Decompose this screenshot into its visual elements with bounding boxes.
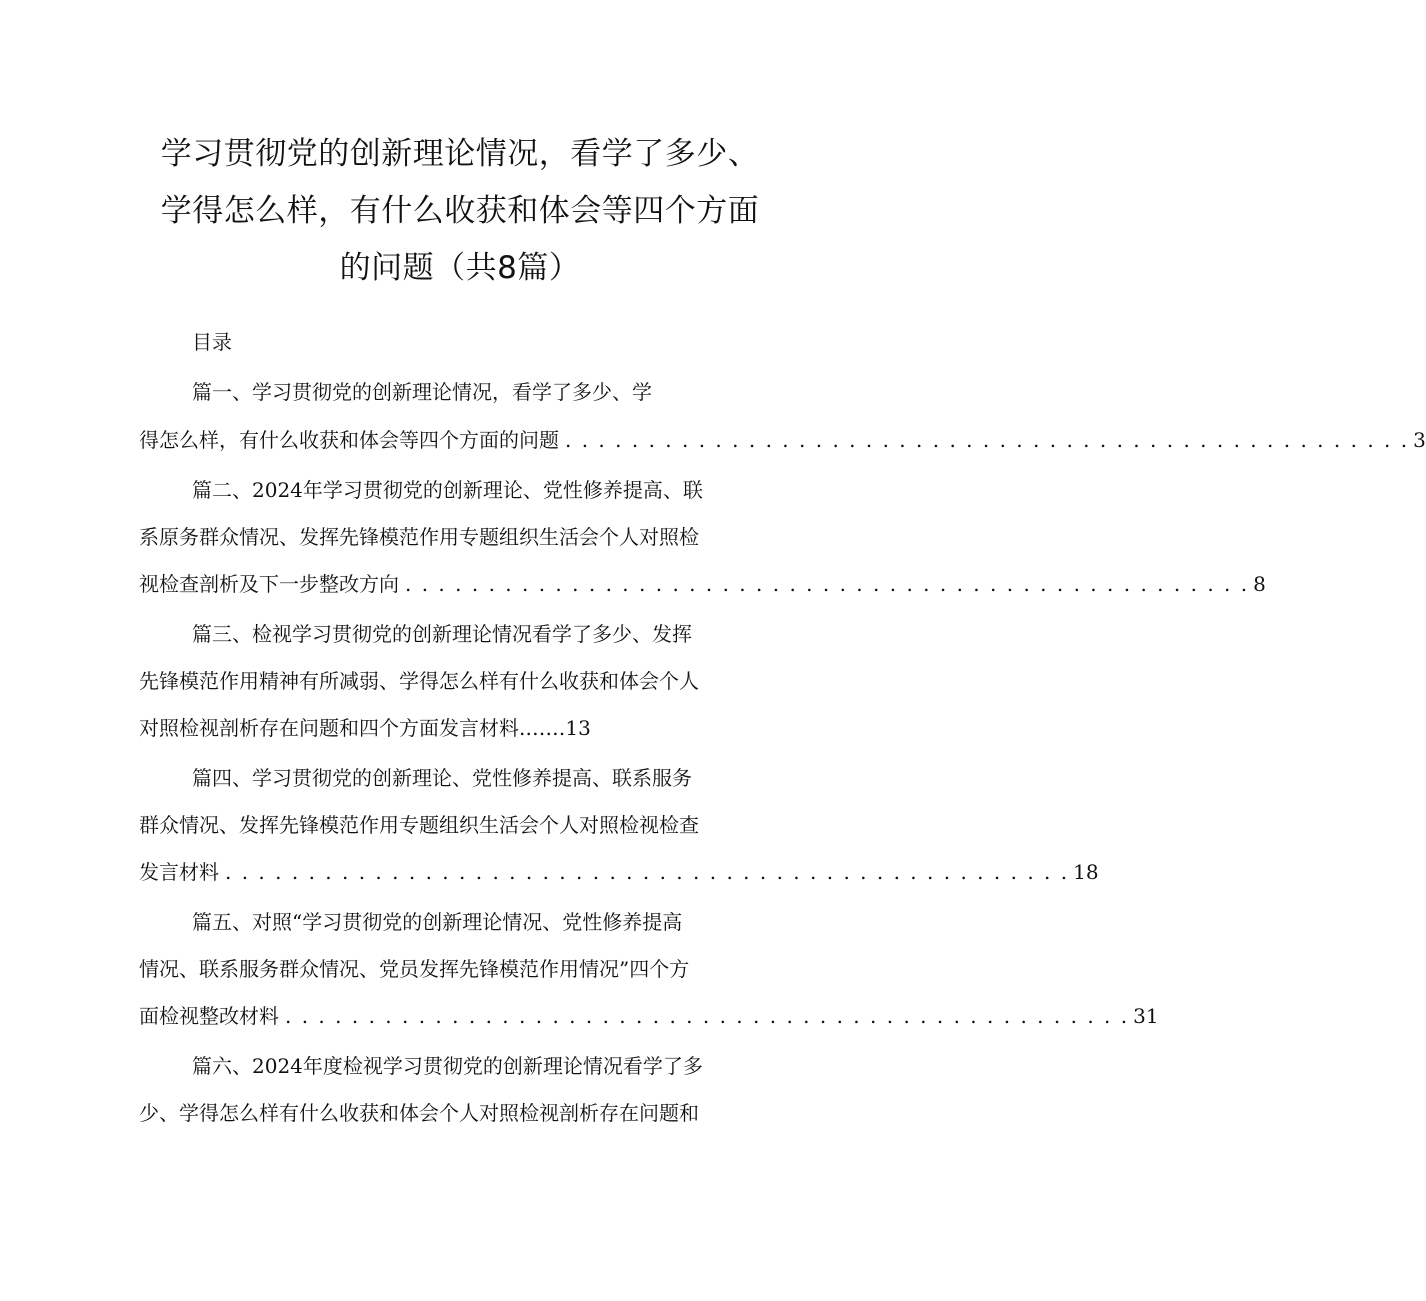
toc-entry-5-line-1: 篇五、对照“学习贯彻党的创新理论情况、党性修养提高 [192,910,683,934]
toc-entry-4-line-1: 篇四、学习贯彻党的创新理论、党性修养提高、联系服务 [192,766,692,790]
toc-entry-1-page: 3 [1413,428,1426,452]
toc-entry-1-line-2-text: 得怎么样，有什么收获和体会等四个方面的问题 [139,428,559,452]
toc-heading: 目录 [192,330,232,354]
toc-entry-5-line-3-text: 面检视整改材料 [139,1004,279,1028]
toc-entry-4-page: 18 [1073,860,1099,884]
toc-leader-dots: . . . . . . . . . . . . . . . . . . . . . . . . . . . . . . . . . . . . . . . . . . . . . . . . . . . [405,572,1250,596]
toc-entry-4-line-3 [139,857,1099,887]
toc-entry-6-line-1: 篇六、2024年度检视学习贯彻党的创新理论情况看学了多 [192,1054,703,1078]
toc-entry-3-line-2: 先锋模范作用精神有所减弱、学得怎么样有什么收获和体会个人 [139,669,699,693]
toc-entry-4-line-2: 群众情况、发挥先锋模范作用专题组织生活会个人对照检视检查 [139,813,699,837]
toc-entry-2-page: 8 [1253,572,1266,596]
toc-entry-1-line-2 [139,425,1426,455]
toc-entry-6-line-2: 少、学得怎么样有什么收获和体会个人对照检视剖析存在问题和 [139,1101,699,1125]
toc-leader-dots: . . . . . . . . . . . . . . . . . . . . . . . . . . . . . . . . . . . . . . . . . . . . . . . . . . . [225,860,1070,884]
title-line-3: 的问题（共8篇） [339,250,581,286]
toc-leader-dots: . . . . . . . . . . . . . . . . . . . . . . . . . . . . . . . . . . . . . . . . . . . . . . . . . . . [285,1004,1130,1028]
toc-entry-2-line-2: 系原务群众情况、发挥先锋模范作用专题组织生活会个人对照检 [139,525,699,549]
title-line-2: 学得怎么样，有什么收获和体会等四个方面 [160,193,760,229]
toc-entry-1-line-1: 篇一、学习贯彻党的创新理论情况，看学了多少、学 [192,380,652,404]
toc-entry-5-line-3 [139,1001,1159,1031]
title-line-1: 学习贯彻党的创新理论情况，看学了多少、 [160,136,760,172]
toc-entry-2-line-1: 篇二、2024年学习贯彻党的创新理论、党性修养提高、联 [192,478,703,502]
toc-leader-dots: . . . . . . . . . . . . . . . . . . . . . . . . . . . . . . . . . . . . . . . . . . . . . . . . . . . [565,428,1410,452]
toc-entry-5-line-2: 情况、联系服务群众情况、党员发挥先锋模范作用情况”四个方 [139,957,690,981]
toc-entry-3-page: 13 [565,716,591,740]
document-title [0,126,920,297]
toc-entry-4-line-3-text: 发言材料 [139,860,219,884]
toc-entry-3-line-3-text: 对照检视剖析存在问题和四个方面发言材料.…… [139,716,566,740]
toc-entry-2-line-3-text: 视检查剖析及下一步整改方向 [139,572,399,596]
toc-entry-5-page: 31 [1133,1004,1159,1028]
toc-entry-3-line-3 [139,713,781,743]
toc-entry-2-line-3 [139,569,1266,599]
toc-entry-3-line-1: 篇三、检视学习贯彻党的创新理论情况看学了多少、发挥 [192,622,692,646]
